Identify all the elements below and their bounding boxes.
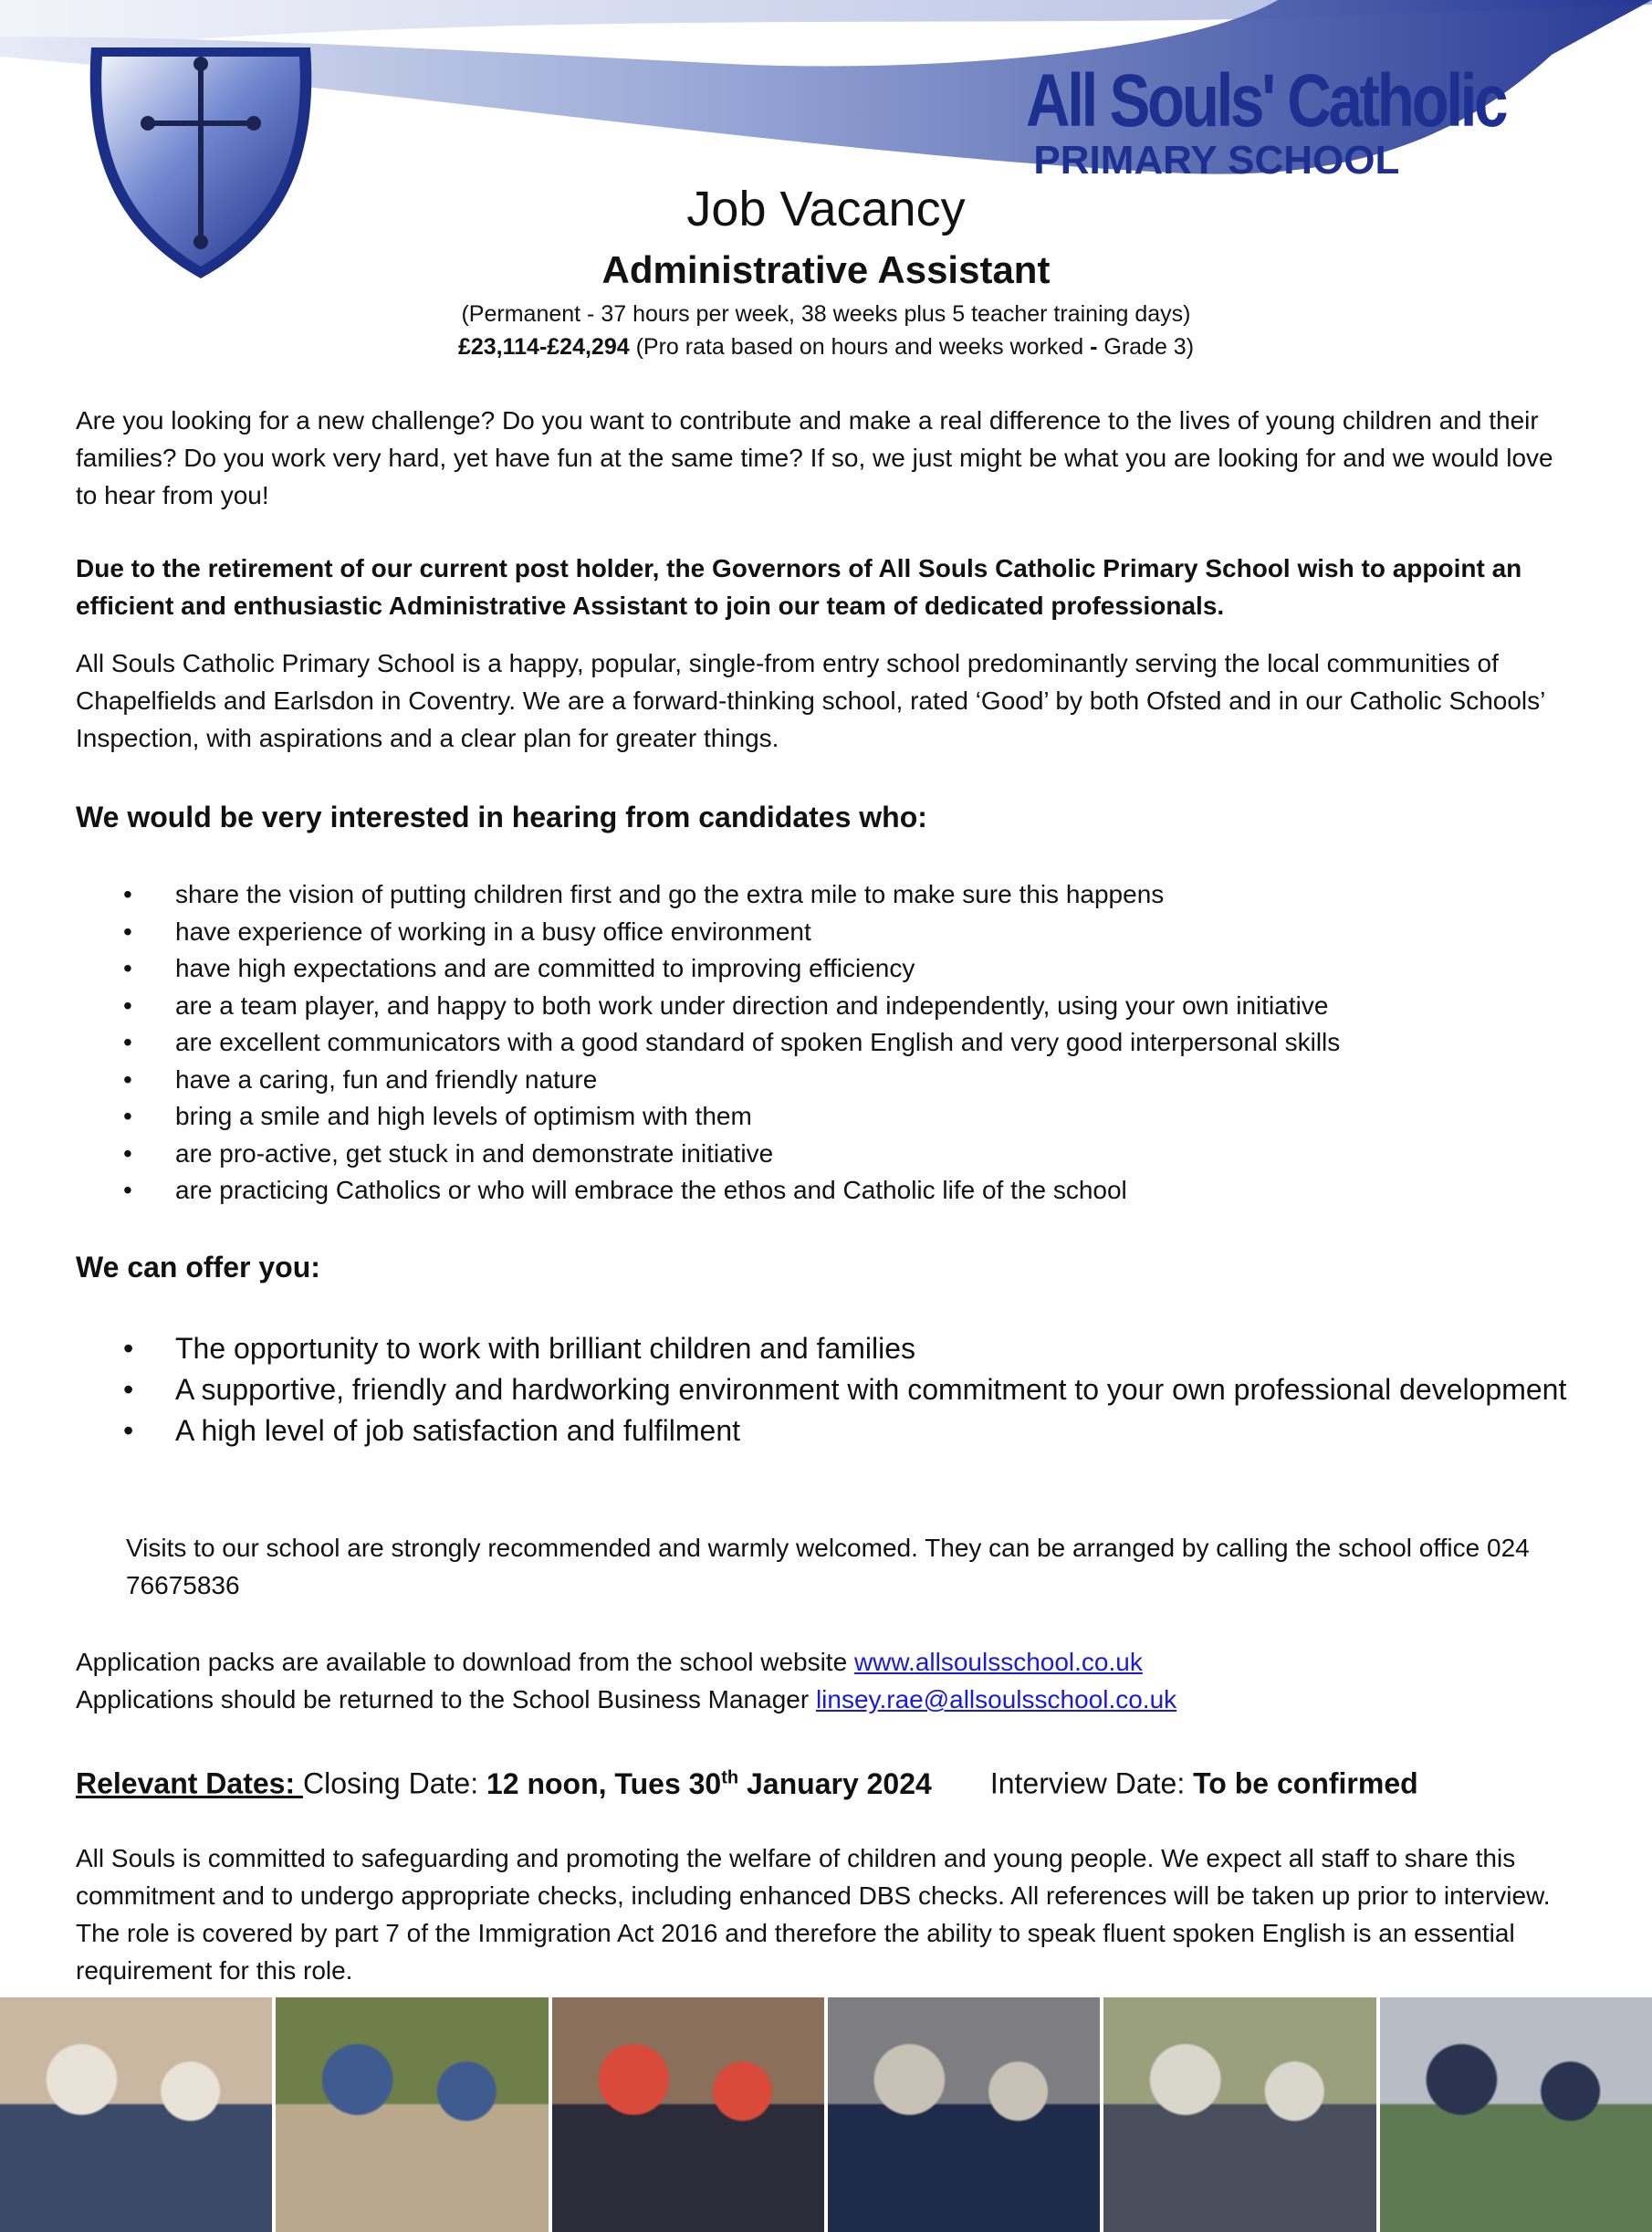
about-school-paragraph: All Souls Catholic Primary School is a happy, popular, single-from entry school predominantly serving the local communities of Chapelfields and Earlsdon in Coventry. We are a forward-thinking school, rated ‘Good’ by both Ofsted and in our Catholic Schools’ Inspection, with aspirations and a clear plan for greater things. <box>76 649 1545 752</box>
photo-dinosaur-visit <box>1380 1997 1652 2232</box>
safeguarding-paragraph: All Souls is committed to safeguarding and promoting the welfare of children and young people. We expect all staff to share this commitment and to undergo appropriate checks, including enhanced DBS checks. All references will be taken up prior to interview. The role is covered by part 7 of the Immigration Act 2016 and therefore the ability to speak fluent spoken English is an essential requirement for this role. <box>76 1844 1551 1985</box>
closing-date-value <box>486 1767 932 1800</box>
photo-alpaca-visit <box>276 1997 548 2232</box>
list-item: • bring a smile and high levels of optimism with them <box>76 1098 1591 1136</box>
closing-date-day: 12 noon, Tues 30 <box>486 1766 722 1800</box>
email-link[interactable]: linsey.rae@allsoulsschool.co.uk <box>815 1685 1177 1713</box>
school-name-line1: All Souls' Catholic <box>1026 59 1506 142</box>
offer-list <box>76 1328 1591 1451</box>
list-item: • A supportive, friendly and hardworking environment with commitment to your own professional development <box>76 1369 1591 1410</box>
list-item: • are practicing Catholics or who will embrace the ethos and Catholic life of the school <box>76 1172 1591 1210</box>
closing-date-month: January 2024 <box>738 1766 932 1800</box>
website-link[interactable]: www.allsoulsschool.co.uk <box>853 1648 1143 1676</box>
salary-dash: - <box>1090 334 1098 360</box>
packs-text: Application packs are available to download from the school website <box>76 1648 854 1676</box>
list-item: • share the vision of putting children first and go the extra mile to make sure this happens <box>76 876 1591 914</box>
return-text: Applications should be returned to the School Business Manager <box>76 1685 816 1713</box>
school-shield-logo <box>90 47 312 278</box>
list-item: • have experience of working in a busy office environment <box>76 914 1591 951</box>
photo-greenhouse-trip <box>1103 1997 1375 2232</box>
list-item: • are excellent communicators with a good standard of spoken English and very good interpersonal skills <box>76 1024 1591 1062</box>
closing-date-suffix: th <box>721 1767 739 1787</box>
photo-thumbs-up <box>828 1997 1100 2232</box>
applications-paragraph <box>76 1643 1573 1718</box>
list-item: • are pro-active, get stuck in and demonstrate initiative <box>76 1136 1591 1173</box>
list-item: • The opportunity to work with brilliant children and families <box>76 1328 1591 1369</box>
photo-children-writing <box>0 1997 272 2232</box>
school-name-line2: PRIMARY SCHOOL <box>1033 138 1400 183</box>
offer-heading: We can offer you: <box>76 1251 320 1284</box>
role-title: Administrative Assistant <box>601 248 1051 291</box>
retirement-paragraph: Due to the retirement of our current post holder, the Governors of All Souls Catholic Primary School wish to appoint an efficient and enthusiastic Administrative Assistant to join our team of dedicated professionals. <box>76 554 1522 620</box>
photo-strip <box>0 1997 1652 2232</box>
school-name-logo <box>1026 59 1611 183</box>
relevant-dates-label: Relevant Dates: <box>76 1766 303 1800</box>
list-item: • have a caring, fun and friendly nature <box>76 1062 1591 1099</box>
list-item: • A high level of job satisfaction and fulfilment <box>76 1410 1591 1451</box>
interview-date-label: Interview Date: <box>989 1766 1194 1800</box>
salary-details: (Pro rata based on hours and weeks worked <box>629 334 1091 360</box>
role-terms: (Permanent - 37 hours per week, 38 weeks plus 5 teacher training days) <box>461 301 1191 327</box>
closing-date-label: Closing Date: <box>302 1766 486 1800</box>
list-item: • are a team player, and happy to both work under direction and independently, using your own initiative <box>76 988 1591 1025</box>
visits-paragraph: Visits to our school are strongly recommended and warmly welcomed. They can be arranged by calling the school office 024 76675836 <box>126 1534 1530 1599</box>
relevant-dates <box>76 1757 1573 1805</box>
photo-world-book-day <box>552 1997 824 2232</box>
list-item: • have high expectations and are committed to improving efficiency <box>76 950 1591 988</box>
candidates-heading: We would be very interested in hearing from candidates who: <box>76 801 927 833</box>
intro-paragraph: Are you looking for a new challenge? Do you want to contribute and make a real difference to the lives of young children and their families? Do you work very hard, yet have fun at the same time? If so, we just might be what you are looking for and we would love to hear from you! <box>76 406 1553 509</box>
role-salary <box>0 334 1652 361</box>
salary-range: £23,114-£24,294 <box>457 334 630 360</box>
salary-grade: Grade 3) <box>1097 334 1195 360</box>
job-vacancy-heading: Job Vacancy <box>686 182 966 236</box>
candidates-list <box>76 876 1591 1210</box>
interview-date-value: To be confirmed <box>1193 1766 1418 1800</box>
